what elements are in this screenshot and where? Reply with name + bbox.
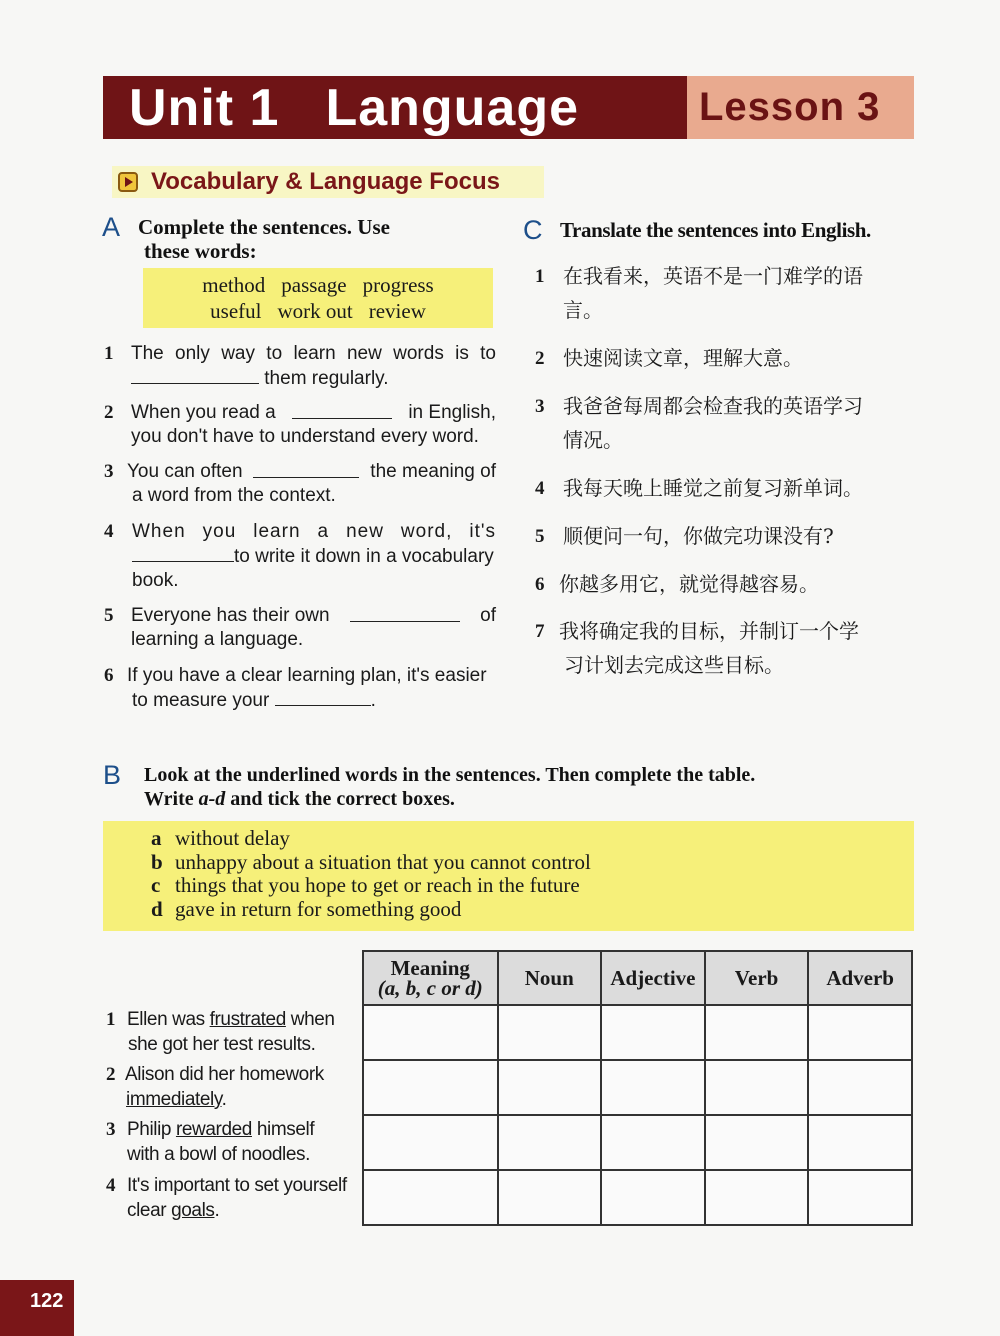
c-item-number: 4 <box>535 478 545 499</box>
verb-cell[interactable] <box>705 1060 808 1115</box>
b-item-line1 <box>127 1117 314 1142</box>
a-item-5 <box>131 604 496 652</box>
c-item-text: 习计划去完成这些目标。 <box>564 653 784 677</box>
word-bank-row <box>143 272 493 298</box>
meaning-header-line2: (a, b, c or d) <box>377 976 483 1000</box>
b-item-text: clear <box>127 1200 172 1221</box>
a-item-text: them regularly. <box>264 368 389 389</box>
a-item-text: . <box>370 690 376 711</box>
underlined-word: goals <box>171 1200 215 1221</box>
section-b-instruction-line1: Look at the underlined words in the sentences. Then complete the table. <box>144 764 756 786</box>
answer-blank[interactable] <box>275 688 371 706</box>
instruction-emphasis: a-d <box>198 788 226 810</box>
table-row <box>363 1170 912 1225</box>
b-item-2 <box>125 1062 324 1112</box>
a-item-number: 5 <box>104 605 114 626</box>
b-item-number: 1 <box>106 1009 116 1030</box>
a-item-text: to measure your <box>132 690 270 711</box>
unit-topic: Language <box>325 78 580 137</box>
adjective-cell[interactable] <box>601 1005 705 1060</box>
a-item-text-line1 <box>131 604 496 628</box>
a-item-number: 4 <box>104 521 114 542</box>
a-item-text-line2 <box>127 688 496 713</box>
b-item-text: Alison did her homework <box>125 1064 324 1085</box>
c-item-6: 你越多用它，就觉得越容易。 <box>559 572 819 596</box>
answer-blank[interactable] <box>131 366 259 384</box>
b-item-text: It's important to set yourself <box>127 1175 347 1196</box>
c-item-text: 在我看来，英语不是一门难学的语 <box>563 264 863 288</box>
c-item-number: 5 <box>535 526 545 547</box>
definition-row <box>151 827 914 851</box>
definition-text: unhappy about a situation that you cannot control <box>175 849 591 874</box>
a-item-text: When you read a <box>131 402 276 423</box>
word-bank-item: useful <box>210 299 262 323</box>
table-header-row <box>363 951 912 1005</box>
adjective-cell[interactable] <box>601 1060 705 1115</box>
meaning-cell[interactable] <box>363 1060 498 1115</box>
c-item-1 <box>563 259 863 327</box>
verb-cell[interactable] <box>705 1005 808 1060</box>
c-item-2: 快速阅读文章，理解大意。 <box>563 346 803 370</box>
b-item-text: himself <box>251 1119 315 1140</box>
b-item-line2 <box>127 1198 347 1223</box>
noun-cell[interactable] <box>498 1005 602 1060</box>
section-c-instruction: Translate the sentences into English. <box>560 218 871 242</box>
word-bank-item: method <box>202 273 266 297</box>
section-a-instruction <box>138 215 390 263</box>
c-item-3 <box>563 389 863 457</box>
answer-blank[interactable] <box>350 604 460 622</box>
b-item-number: 2 <box>106 1064 116 1085</box>
a-item-text: learning a language. <box>131 629 304 650</box>
definition-text: things that you hope to get or reach in the future <box>175 873 580 897</box>
answer-blank[interactable] <box>132 544 234 562</box>
adverb-cell[interactable] <box>808 1170 912 1225</box>
unit-banner <box>103 76 914 139</box>
a-item-number: 3 <box>104 461 114 482</box>
b-item-text: Ellen was <box>127 1009 210 1030</box>
verb-cell[interactable] <box>705 1170 808 1225</box>
b-item-number: 3 <box>106 1119 116 1140</box>
meaning-cell[interactable] <box>363 1115 498 1170</box>
definition-text: gave in return for something good <box>175 896 462 921</box>
a-item-text: a word from the context. <box>132 485 336 506</box>
vocab-title: Vocabulary & Language Focus <box>151 168 500 195</box>
a-item-2 <box>131 401 496 449</box>
definition-letter: b <box>151 849 163 874</box>
verb-cell[interactable] <box>705 1115 808 1170</box>
answer-blank[interactable] <box>292 401 392 419</box>
definition-letter: d <box>151 896 163 921</box>
a-item-4 <box>132 520 496 593</box>
c-item-number: 2 <box>535 348 545 369</box>
meaning-header-line1: Meaning <box>390 956 470 980</box>
section-b-instruction-line2 <box>144 787 755 811</box>
a-item-text: of <box>480 605 496 626</box>
b-item-text: when <box>285 1009 335 1030</box>
meaning-header <box>363 951 498 1005</box>
adjective-header: Adjective <box>601 951 705 1005</box>
adverb-cell[interactable] <box>808 1115 912 1170</box>
c-item-text: 情况。 <box>563 428 623 452</box>
b-item-text: with a bowl of noodles. <box>127 1144 311 1165</box>
adverb-header: Adverb <box>808 951 912 1005</box>
c-item-5: 顺便问一句，你做完功课没有? <box>563 524 834 548</box>
a-item-text-line2 <box>132 544 496 569</box>
play-icon <box>118 172 138 192</box>
definition-row <box>151 898 914 922</box>
b-item-1 <box>127 1007 335 1057</box>
a-item-text: book. <box>132 570 179 591</box>
a-item-1 <box>131 342 496 391</box>
meaning-cell[interactable] <box>363 1005 498 1060</box>
adverb-cell[interactable] <box>808 1005 912 1060</box>
b-item-line1 <box>127 1007 335 1032</box>
a-item-text: If you have a clear learning plan, it's easier <box>127 665 487 686</box>
b-item-4 <box>127 1173 347 1223</box>
section-b-letter: B <box>103 760 122 790</box>
section-b-instruction <box>144 763 755 811</box>
a-item-3 <box>127 460 496 508</box>
definition-letter: c <box>151 873 161 897</box>
b-item-text: Philip <box>127 1119 176 1140</box>
a-item-number: 1 <box>104 343 114 364</box>
b-item-line2 <box>125 1087 324 1112</box>
b-item-text: . <box>214 1200 220 1221</box>
table-row <box>363 1005 912 1060</box>
c-item-4: 我每天晚上睡觉之前复习新单词。 <box>563 476 863 500</box>
a-item-number: 2 <box>104 402 114 423</box>
word-bank-item: review <box>368 299 426 323</box>
a-item-text: in English, <box>408 402 496 423</box>
adjective-cell[interactable] <box>601 1170 705 1225</box>
b-item-number: 4 <box>106 1175 116 1196</box>
table-row <box>363 1060 912 1115</box>
word-bank <box>143 268 493 328</box>
a-item-text: the meaning of <box>370 461 496 482</box>
instruction-text: Write <box>144 788 199 810</box>
underlined-word: frustrated <box>209 1009 286 1030</box>
noun-cell[interactable] <box>498 1060 602 1115</box>
word-bank-item: work out <box>277 299 353 323</box>
a-item-text-line1 <box>127 460 496 484</box>
definition-text: without delay <box>175 826 290 850</box>
a-item-text: You can often <box>127 461 243 482</box>
noun-cell[interactable] <box>498 1170 602 1225</box>
definitions-box <box>103 821 914 931</box>
a-item-text: you don't have to understand every word. <box>131 426 479 447</box>
noun-cell[interactable] <box>498 1115 602 1170</box>
adverb-cell[interactable] <box>808 1060 912 1115</box>
b-item-3 <box>127 1117 314 1167</box>
word-bank-row <box>143 298 493 324</box>
adjective-cell[interactable] <box>601 1115 705 1170</box>
c-item-number: 7 <box>535 621 545 642</box>
b-item-text: she got her test results. <box>128 1034 316 1055</box>
a-item-text: The only way to learn new words is to <box>131 343 496 364</box>
c-item-7 <box>559 614 859 682</box>
a-item-text-line1 <box>131 401 496 425</box>
c-item-text: 我将确定我的目标，并制订一个学 <box>559 619 859 643</box>
definition-row <box>151 851 914 875</box>
underlined-word: rewarded <box>175 1119 252 1140</box>
page-number: 122 <box>0 1280 74 1336</box>
underlined-word: immediately <box>126 1089 222 1110</box>
c-item-text: 言。 <box>563 298 603 322</box>
meaning-cell[interactable] <box>363 1170 498 1225</box>
word-bank-item: passage <box>281 273 347 297</box>
a-item-text: Everyone has their own <box>131 605 330 626</box>
answer-table <box>362 950 913 1226</box>
a-item-text: When you learn a new word, it's <box>132 521 496 542</box>
section-a-letter: A <box>102 212 121 242</box>
definition-row <box>151 874 914 898</box>
a-item-number: 6 <box>104 665 114 686</box>
c-item-number: 3 <box>535 396 545 417</box>
section-a-instruction-line1: Complete the sentences. Use <box>138 215 390 239</box>
verb-header: Verb <box>705 951 808 1005</box>
noun-header: Noun <box>498 951 602 1005</box>
lesson-label: Lesson 3 <box>687 76 914 139</box>
vocab-heading <box>112 166 544 198</box>
b-item-text: . <box>221 1089 227 1110</box>
section-a-instruction-line2: these words: <box>144 239 257 263</box>
unit-title <box>103 76 687 139</box>
c-item-number: 6 <box>535 574 545 595</box>
a-item-text-line2 <box>131 366 496 391</box>
word-bank-item: progress <box>362 273 434 297</box>
definition-letter: a <box>151 826 162 850</box>
instruction-text: and tick the correct boxes. <box>225 788 455 810</box>
unit-number: Unit 1 <box>129 78 280 137</box>
section-c-letter: C <box>523 215 543 245</box>
c-item-number: 1 <box>535 266 545 287</box>
answer-blank[interactable] <box>253 460 359 478</box>
c-item-text: 我爸爸每周都会检查我的英语学习 <box>563 394 863 418</box>
table-row <box>363 1115 912 1170</box>
a-item-text: to write it down in a vocabulary <box>234 546 494 567</box>
a-item-6 <box>127 664 496 713</box>
